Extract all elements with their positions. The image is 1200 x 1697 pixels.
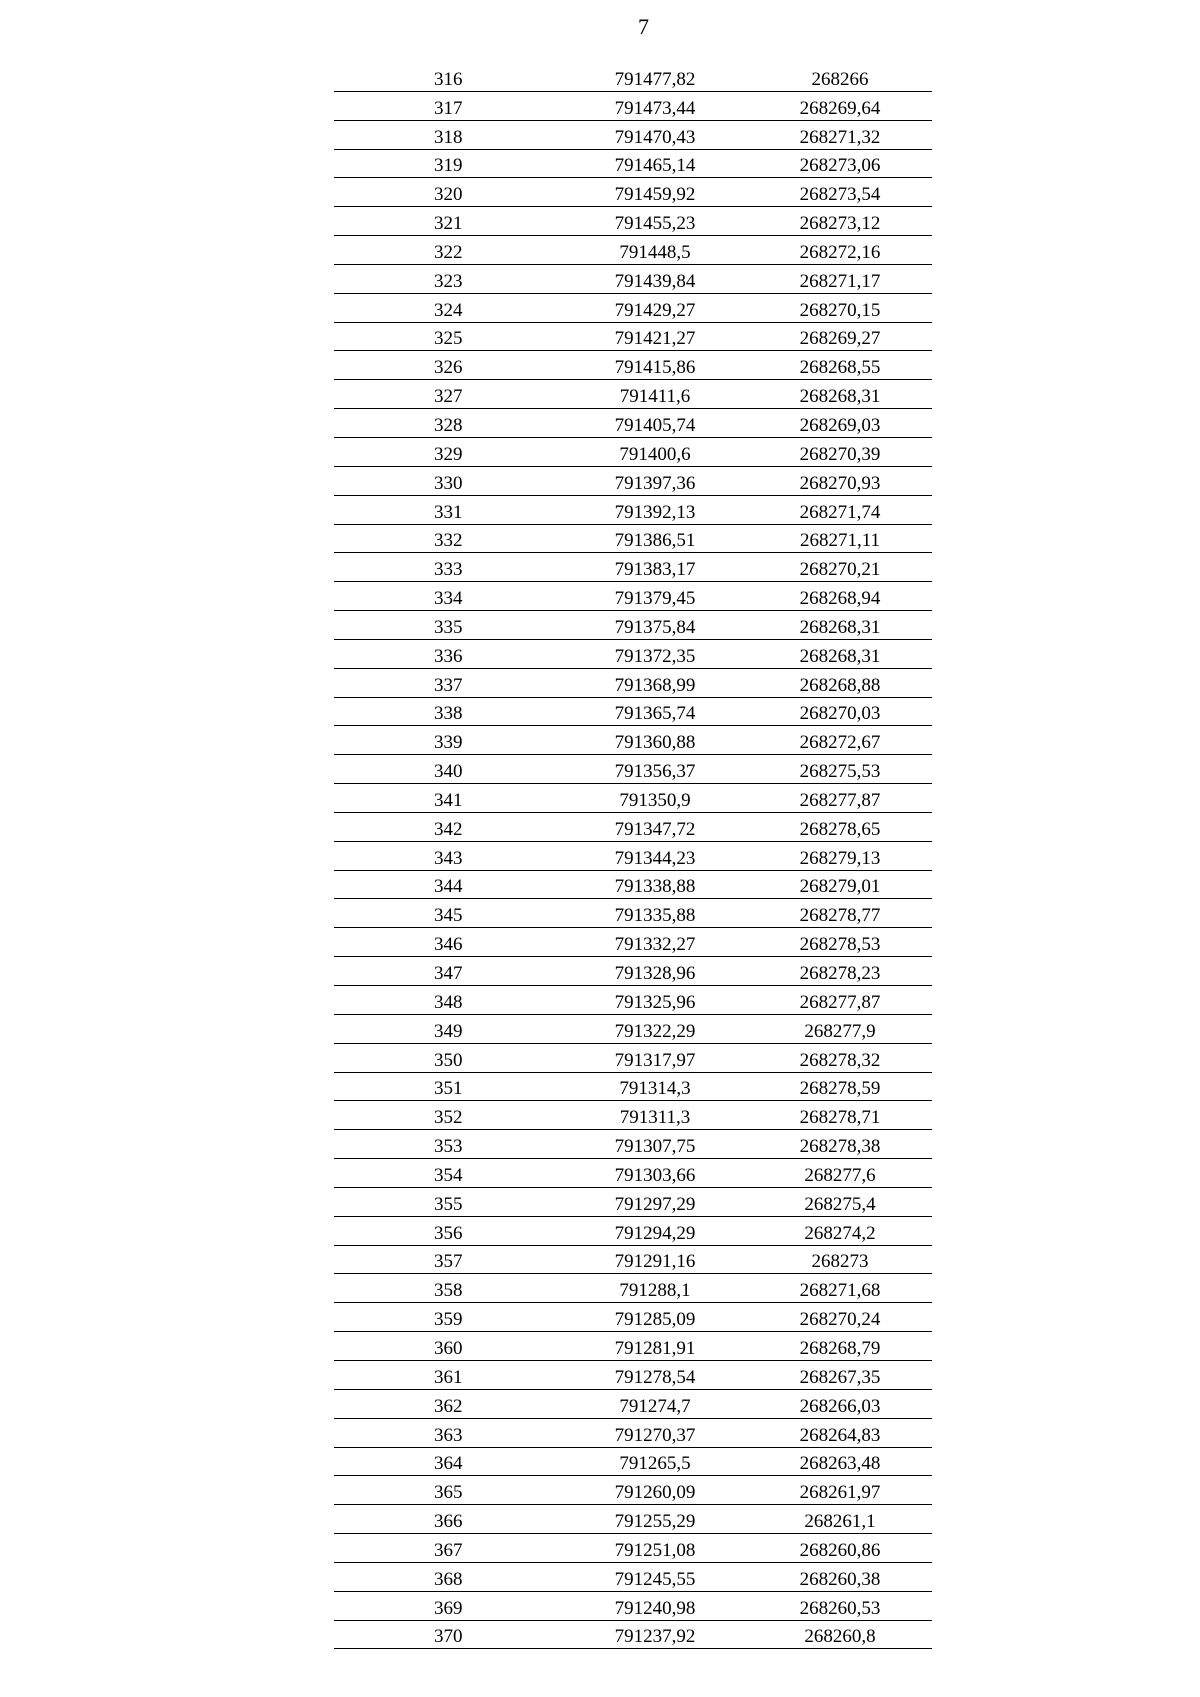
y-coordinate-cell: 268271,68 — [748, 1274, 932, 1303]
table-row — [334, 870, 932, 899]
y-coordinate-cell: 268273,12 — [748, 207, 932, 236]
y-coordinate-cell: 268269,27 — [748, 322, 932, 351]
point-number-cell: 345 — [334, 899, 562, 928]
x-coordinate-cell: 791314,3 — [562, 1072, 748, 1101]
y-coordinate-cell: 268269,64 — [748, 91, 932, 120]
table-row — [334, 91, 932, 120]
y-coordinate-cell: 268277,6 — [748, 1159, 932, 1188]
x-coordinate-cell: 791439,84 — [562, 264, 748, 293]
table-row — [334, 812, 932, 841]
point-number-cell: 363 — [334, 1418, 562, 1447]
table-row — [334, 697, 932, 726]
y-coordinate-cell: 268268,94 — [748, 582, 932, 611]
point-number-cell: 355 — [334, 1187, 562, 1216]
table-row — [334, 1245, 932, 1274]
table-row — [334, 236, 932, 265]
table-row — [334, 495, 932, 524]
x-coordinate-cell: 791274,7 — [562, 1389, 748, 1418]
y-coordinate-cell: 268268,31 — [748, 611, 932, 640]
y-coordinate-cell: 268274,2 — [748, 1216, 932, 1245]
point-number-cell: 337 — [334, 668, 562, 697]
table-row — [334, 1620, 932, 1649]
table-row — [334, 1274, 932, 1303]
point-number-cell: 369 — [334, 1591, 562, 1620]
x-coordinate-cell: 791335,88 — [562, 899, 748, 928]
point-number-cell: 350 — [334, 1043, 562, 1072]
y-coordinate-cell: 268266 — [748, 63, 932, 91]
x-coordinate-cell: 791448,5 — [562, 236, 748, 265]
point-number-cell: 348 — [334, 986, 562, 1015]
table-row — [334, 928, 932, 957]
point-number-cell: 356 — [334, 1216, 562, 1245]
point-number-cell: 335 — [334, 611, 562, 640]
table-row — [334, 1562, 932, 1591]
y-coordinate-cell: 268271,74 — [748, 495, 932, 524]
y-coordinate-cell: 268271,11 — [748, 524, 932, 553]
table-row — [334, 1447, 932, 1476]
point-number-cell: 346 — [334, 928, 562, 957]
y-coordinate-cell: 268270,15 — [748, 293, 932, 322]
point-number-cell: 340 — [334, 755, 562, 784]
x-coordinate-cell: 791237,92 — [562, 1620, 748, 1649]
y-coordinate-cell: 268270,93 — [748, 466, 932, 495]
table-row — [334, 986, 932, 1015]
point-number-cell: 325 — [334, 322, 562, 351]
table-row — [334, 582, 932, 611]
y-coordinate-cell: 268264,83 — [748, 1418, 932, 1447]
table-row — [334, 466, 932, 495]
x-coordinate-cell: 791368,99 — [562, 668, 748, 697]
table-row — [334, 149, 932, 178]
y-coordinate-cell: 268279,13 — [748, 841, 932, 870]
table-row — [334, 120, 932, 149]
x-coordinate-cell: 791347,72 — [562, 812, 748, 841]
point-number-cell: 323 — [334, 264, 562, 293]
point-number-cell: 349 — [334, 1014, 562, 1043]
x-coordinate-cell: 791477,82 — [562, 63, 748, 91]
y-coordinate-cell: 268260,38 — [748, 1562, 932, 1591]
table-row — [334, 1476, 932, 1505]
y-coordinate-cell: 268260,8 — [748, 1620, 932, 1649]
y-coordinate-cell: 268267,35 — [748, 1360, 932, 1389]
table-row — [334, 1187, 932, 1216]
x-coordinate-cell: 791260,09 — [562, 1476, 748, 1505]
table-row — [334, 351, 932, 380]
point-number-cell: 333 — [334, 553, 562, 582]
y-coordinate-cell: 268270,03 — [748, 697, 932, 726]
y-coordinate-cell: 268268,31 — [748, 639, 932, 668]
table-row — [334, 1216, 932, 1245]
y-coordinate-cell: 268278,65 — [748, 812, 932, 841]
y-coordinate-cell: 268278,59 — [748, 1072, 932, 1101]
point-number-cell: 342 — [334, 812, 562, 841]
table-row — [334, 899, 932, 928]
table-row — [334, 380, 932, 409]
x-coordinate-cell: 791383,17 — [562, 553, 748, 582]
table-row — [334, 437, 932, 466]
x-coordinate-cell: 791325,96 — [562, 986, 748, 1015]
y-coordinate-cell: 268273,06 — [748, 149, 932, 178]
x-coordinate-cell: 791344,23 — [562, 841, 748, 870]
y-coordinate-cell: 268268,31 — [748, 380, 932, 409]
point-number-cell: 354 — [334, 1159, 562, 1188]
y-coordinate-cell: 268278,71 — [748, 1101, 932, 1130]
x-coordinate-cell: 791251,08 — [562, 1534, 748, 1563]
x-coordinate-cell: 791375,84 — [562, 611, 748, 640]
x-coordinate-cell: 791265,5 — [562, 1447, 748, 1476]
y-coordinate-cell: 268277,87 — [748, 986, 932, 1015]
y-coordinate-cell: 268278,53 — [748, 928, 932, 957]
y-coordinate-cell: 268277,87 — [748, 784, 932, 813]
x-coordinate-cell: 791278,54 — [562, 1360, 748, 1389]
point-number-cell: 320 — [334, 178, 562, 207]
point-number-cell: 358 — [334, 1274, 562, 1303]
point-number-cell: 318 — [334, 120, 562, 149]
point-number-cell: 316 — [334, 63, 562, 91]
x-coordinate-cell: 791365,74 — [562, 697, 748, 726]
table-row — [334, 553, 932, 582]
x-coordinate-cell: 791307,75 — [562, 1130, 748, 1159]
x-coordinate-cell: 791294,29 — [562, 1216, 748, 1245]
table-row — [334, 1072, 932, 1101]
table-row — [334, 957, 932, 986]
y-coordinate-cell: 268268,55 — [748, 351, 932, 380]
table-row — [334, 841, 932, 870]
point-number-cell: 351 — [334, 1072, 562, 1101]
x-coordinate-cell: 791291,16 — [562, 1245, 748, 1274]
x-coordinate-cell: 791459,92 — [562, 178, 748, 207]
y-coordinate-cell: 268270,24 — [748, 1303, 932, 1332]
y-coordinate-cell: 268268,79 — [748, 1332, 932, 1361]
point-number-cell: 347 — [334, 957, 562, 986]
table-row — [334, 178, 932, 207]
y-coordinate-cell: 268260,86 — [748, 1534, 932, 1563]
point-number-cell: 338 — [334, 697, 562, 726]
point-number-cell: 366 — [334, 1505, 562, 1534]
point-number-cell: 326 — [334, 351, 562, 380]
point-number-cell: 362 — [334, 1389, 562, 1418]
point-number-cell: 364 — [334, 1447, 562, 1476]
x-coordinate-cell: 791297,29 — [562, 1187, 748, 1216]
y-coordinate-cell: 268268,88 — [748, 668, 932, 697]
x-coordinate-cell: 791379,45 — [562, 582, 748, 611]
coordinates-table — [334, 63, 932, 1649]
table-row — [334, 1014, 932, 1043]
page-number: 7 — [638, 14, 649, 39]
y-coordinate-cell: 268278,32 — [748, 1043, 932, 1072]
x-coordinate-cell: 791360,88 — [562, 726, 748, 755]
y-coordinate-cell: 268261,97 — [748, 1476, 932, 1505]
table-row — [334, 1332, 932, 1361]
x-coordinate-cell: 791328,96 — [562, 957, 748, 986]
point-number-cell: 367 — [334, 1534, 562, 1563]
point-number-cell: 334 — [334, 582, 562, 611]
point-number-cell: 332 — [334, 524, 562, 553]
point-number-cell: 341 — [334, 784, 562, 813]
point-number-cell: 365 — [334, 1476, 562, 1505]
table-row — [334, 1043, 932, 1072]
table-row — [334, 1303, 932, 1332]
x-coordinate-cell: 791400,6 — [562, 437, 748, 466]
table-row — [334, 264, 932, 293]
point-number-cell: 360 — [334, 1332, 562, 1361]
point-number-cell: 361 — [334, 1360, 562, 1389]
point-number-cell: 330 — [334, 466, 562, 495]
point-number-cell: 343 — [334, 841, 562, 870]
x-coordinate-cell: 791411,6 — [562, 380, 748, 409]
table-row — [334, 1505, 932, 1534]
y-coordinate-cell: 268277,9 — [748, 1014, 932, 1043]
y-coordinate-cell: 268272,16 — [748, 236, 932, 265]
table-row — [334, 784, 932, 813]
x-coordinate-cell: 791470,43 — [562, 120, 748, 149]
point-number-cell: 370 — [334, 1620, 562, 1649]
point-number-cell: 357 — [334, 1245, 562, 1274]
y-coordinate-cell: 268271,32 — [748, 120, 932, 149]
table-row — [334, 726, 932, 755]
point-number-cell: 368 — [334, 1562, 562, 1591]
y-coordinate-cell: 268271,17 — [748, 264, 932, 293]
x-coordinate-cell: 791245,55 — [562, 1562, 748, 1591]
point-number-cell: 317 — [334, 91, 562, 120]
x-coordinate-cell: 791455,23 — [562, 207, 748, 236]
point-number-cell: 344 — [334, 870, 562, 899]
y-coordinate-cell: 268269,03 — [748, 409, 932, 438]
y-coordinate-cell: 268278,77 — [748, 899, 932, 928]
x-coordinate-cell: 791350,9 — [562, 784, 748, 813]
point-number-cell: 359 — [334, 1303, 562, 1332]
point-number-cell: 322 — [334, 236, 562, 265]
x-coordinate-cell: 791421,27 — [562, 322, 748, 351]
table-row — [334, 1101, 932, 1130]
point-number-cell: 352 — [334, 1101, 562, 1130]
point-number-cell: 328 — [334, 409, 562, 438]
y-coordinate-cell: 268273 — [748, 1245, 932, 1274]
x-coordinate-cell: 791288,1 — [562, 1274, 748, 1303]
table-row — [334, 639, 932, 668]
x-coordinate-cell: 791397,36 — [562, 466, 748, 495]
y-coordinate-cell: 268266,03 — [748, 1389, 932, 1418]
y-coordinate-cell: 268261,1 — [748, 1505, 932, 1534]
y-coordinate-cell: 268260,53 — [748, 1591, 932, 1620]
y-coordinate-cell: 268275,53 — [748, 755, 932, 784]
point-number-cell: 324 — [334, 293, 562, 322]
x-coordinate-cell: 791415,86 — [562, 351, 748, 380]
table-row — [334, 524, 932, 553]
point-number-cell: 321 — [334, 207, 562, 236]
y-coordinate-cell: 268273,54 — [748, 178, 932, 207]
coordinates-table-body — [334, 63, 932, 1649]
x-coordinate-cell: 791465,14 — [562, 149, 748, 178]
table-row — [334, 755, 932, 784]
y-coordinate-cell: 268270,39 — [748, 437, 932, 466]
y-coordinate-cell: 268270,21 — [748, 553, 932, 582]
x-coordinate-cell: 791285,09 — [562, 1303, 748, 1332]
x-coordinate-cell: 791281,91 — [562, 1332, 748, 1361]
y-coordinate-cell: 268278,38 — [748, 1130, 932, 1159]
table-row — [334, 293, 932, 322]
x-coordinate-cell: 791311,3 — [562, 1101, 748, 1130]
y-coordinate-cell: 268272,67 — [748, 726, 932, 755]
y-coordinate-cell: 268279,01 — [748, 870, 932, 899]
table-row — [334, 409, 932, 438]
y-coordinate-cell: 268263,48 — [748, 1447, 932, 1476]
table-row — [334, 322, 932, 351]
y-coordinate-cell: 268275,4 — [748, 1187, 932, 1216]
table-row — [334, 668, 932, 697]
table-row — [334, 611, 932, 640]
table-row — [334, 1130, 932, 1159]
x-coordinate-cell: 791386,51 — [562, 524, 748, 553]
table-row — [334, 1418, 932, 1447]
y-coordinate-cell: 268278,23 — [748, 957, 932, 986]
point-number-cell: 353 — [334, 1130, 562, 1159]
point-number-cell: 327 — [334, 380, 562, 409]
x-coordinate-cell: 791240,98 — [562, 1591, 748, 1620]
x-coordinate-cell: 791356,37 — [562, 755, 748, 784]
table-row — [334, 1591, 932, 1620]
table-row — [334, 1534, 932, 1563]
x-coordinate-cell: 791372,35 — [562, 639, 748, 668]
x-coordinate-cell: 791317,97 — [562, 1043, 748, 1072]
table-row — [334, 1159, 932, 1188]
x-coordinate-cell: 791270,37 — [562, 1418, 748, 1447]
x-coordinate-cell: 791322,29 — [562, 1014, 748, 1043]
x-coordinate-cell: 791338,88 — [562, 870, 748, 899]
x-coordinate-cell: 791392,13 — [562, 495, 748, 524]
point-number-cell: 329 — [334, 437, 562, 466]
table-row — [334, 1360, 932, 1389]
point-number-cell: 319 — [334, 149, 562, 178]
point-number-cell: 336 — [334, 639, 562, 668]
x-coordinate-cell: 791405,74 — [562, 409, 748, 438]
x-coordinate-cell: 791429,27 — [562, 293, 748, 322]
x-coordinate-cell: 791473,44 — [562, 91, 748, 120]
point-number-cell: 331 — [334, 495, 562, 524]
x-coordinate-cell: 791255,29 — [562, 1505, 748, 1534]
table-row — [334, 63, 932, 91]
table-row — [334, 1389, 932, 1418]
point-number-cell: 339 — [334, 726, 562, 755]
table-row — [334, 207, 932, 236]
x-coordinate-cell: 791303,66 — [562, 1159, 748, 1188]
x-coordinate-cell: 791332,27 — [562, 928, 748, 957]
